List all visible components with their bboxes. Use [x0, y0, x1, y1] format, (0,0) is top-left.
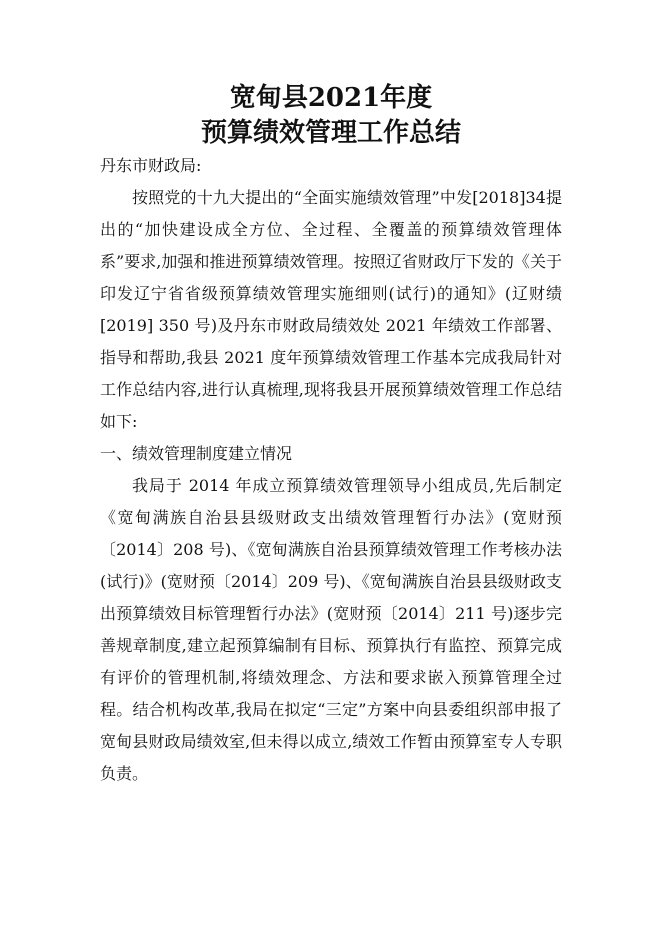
document-body [100, 150, 562, 790]
paragraph-intro: 按照党的十九大提出的“全面实施绩效管理”中发[2018]34提出的“加快建设成全方位、全过程、全覆盖的预算绩效管理体系”要求,加强和推进预算绩效管理。按照辽省财政厅下发的《关于印发辽宁省省级预算绩效管理实施细则(试行)的通知》(辽财绩[2019] 350 号)及丹东市财政局绩效处 2021 年绩效工作部署、指导和帮助,我县 2021 度年预算绩效管理工作基本完成我局针对工作总结内容,进行认真梳理,现将我县开展预算绩效管理工作总结如下: [100, 188, 562, 431]
paragraph-section1: 我局于 2014 年成立预算绩效管理领导小组成员,先后制定《宽甸满族自治县县级财政支出绩效管理暂行办法》(宽财预〔2014〕208 号)、《宽甸满族自治县预算绩效管理工作考核办法(试行)》(宽财预〔2014〕209 号)、《宽甸满族自治县县级财政支出预算绩效目标管理暂行办法》(宽财预〔2014〕211 号)逐步完善规章制度,建立起预算编制有目标、预算执行有监控、预算完成有评价的管理机制,将绩效理念、方法和要求嵌入预算管理全过程。结合机构改革,我局在拟定“三定”方案中向县委组织部申报了宽甸县财政局绩效室,但未得以成立,绩效工作暂由预算室专人专职负责。 [100, 476, 562, 783]
section-heading: 一、绩效管理制度建立情况 [100, 444, 293, 463]
salutation: 丹东市财政局: [100, 156, 202, 175]
document-title-line2: 预算绩效管理工作总结 [200, 118, 461, 148]
document-title-line1: 宽甸县2021年度 [229, 83, 433, 113]
